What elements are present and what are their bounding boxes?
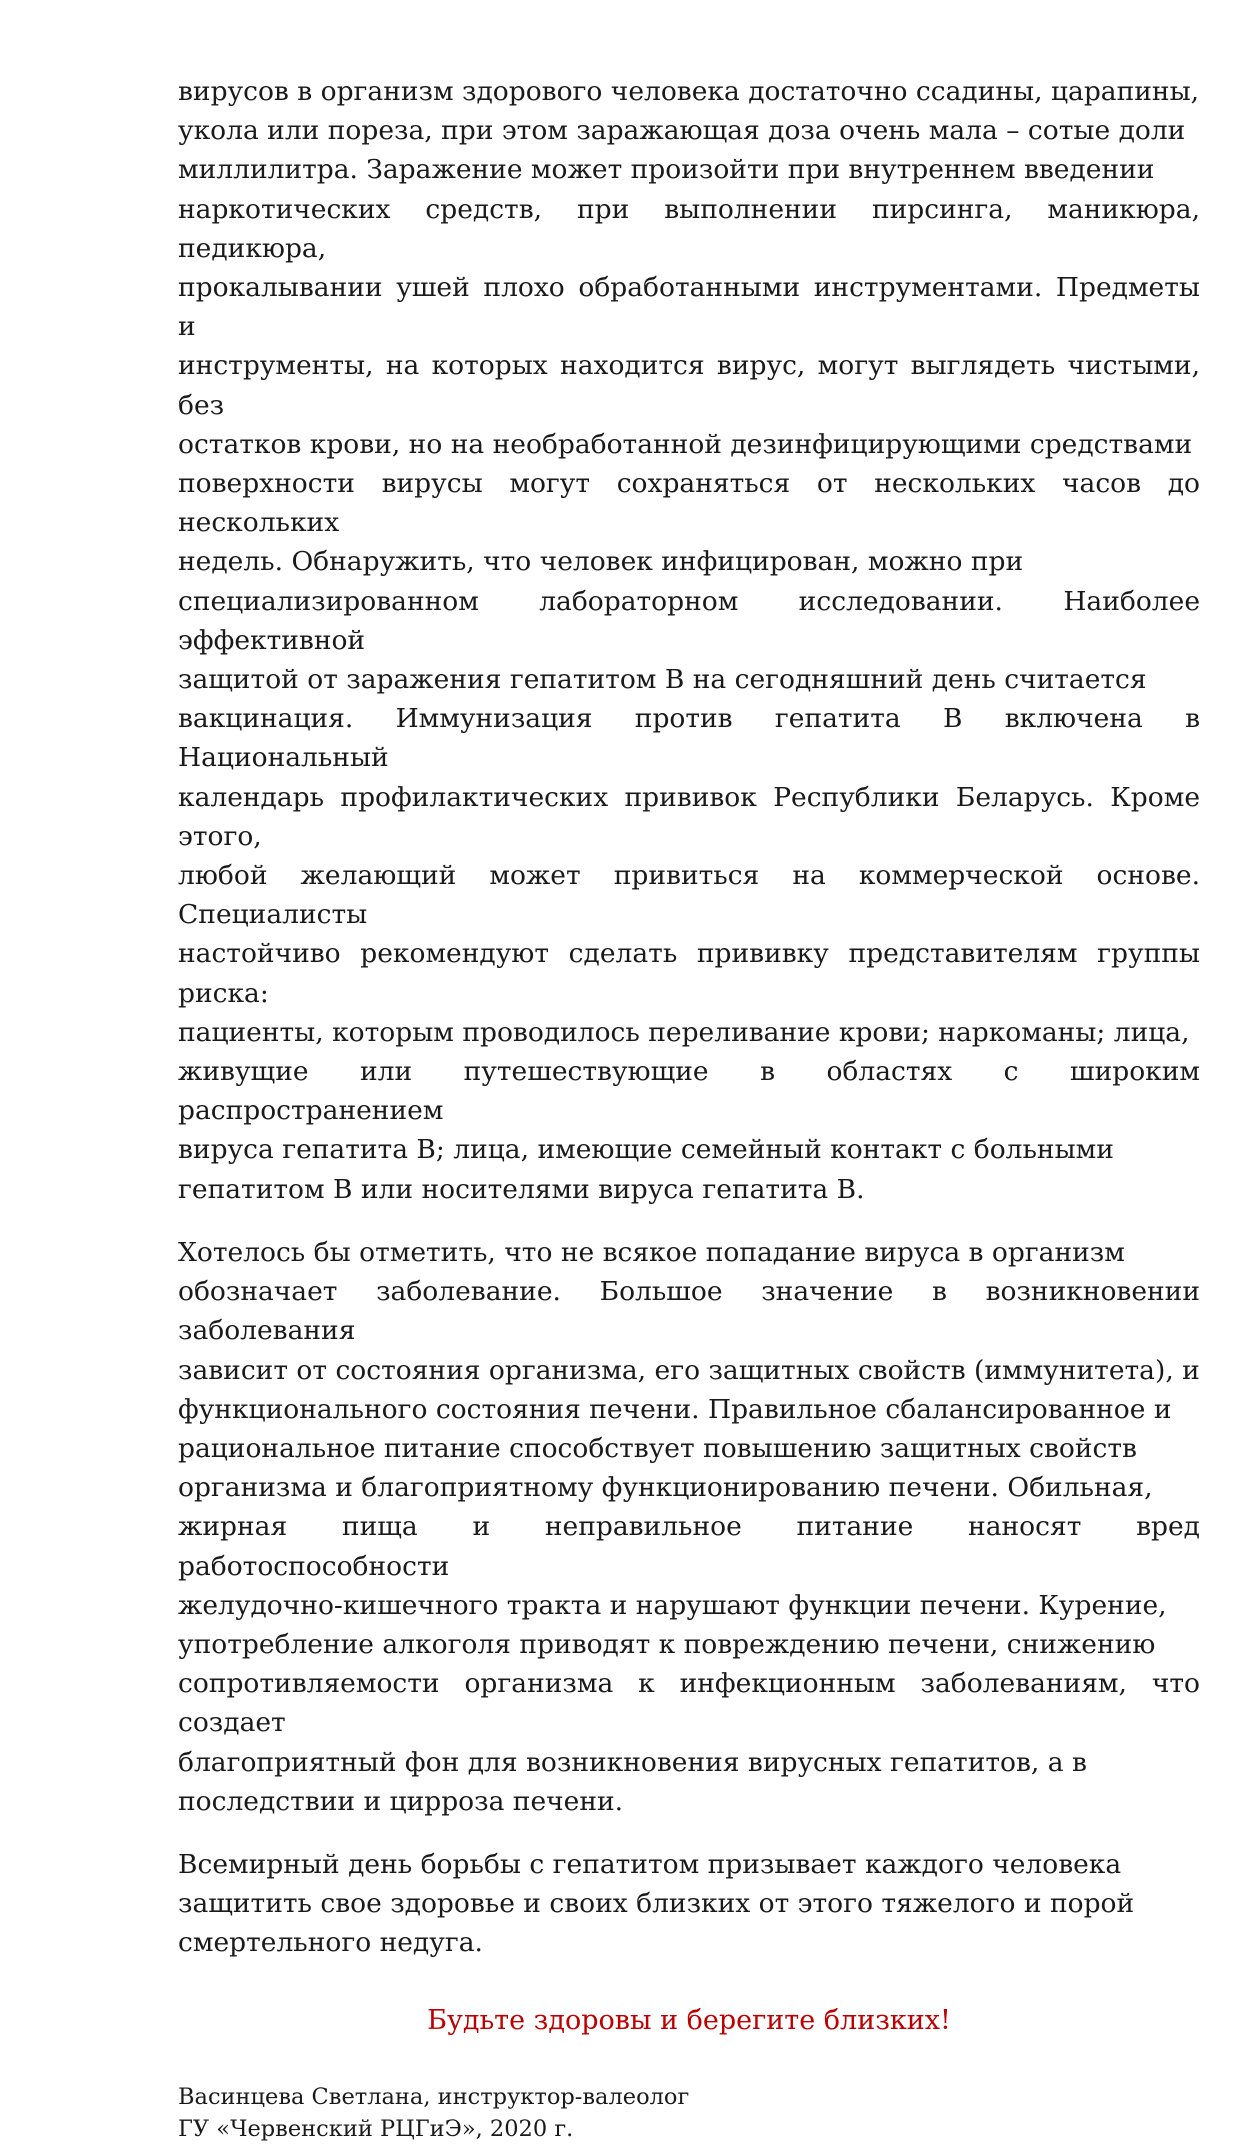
signature-organization: ГУ «Червенский РЦГиЭ», 2020 г. bbox=[178, 2115, 574, 2142]
paragraph-prevention: Хотелось бы отметить, что не всякое попадание вируса в организм обозначает заболевание. Большое значение в возникновении заболевания зависит от состояния организма, его защитных свойств (иммунитета), и функционального состояния печени. Правильное сбалансированное и рациональное питание способствует повышению защитных свойств организма и благоприятному функционированию печени. Обильная, жирная пища и неправильное питание наносят вред работоспособности желудочно-кишечного тракта и нарушают функции печени. Курение, употребление алкоголя приводят к повреждению печени, снижению сопротивляемости организма к инфекционным заболеваниям, что создает благоприятный фон для возникновения вирусных гепатитов, а в последствии и цирроза печени. bbox=[178, 1236, 1200, 1817]
paragraph-transmission: вирусов в организм здорового человека достаточно ссадины, царапины, укола или пореза, при этом заражающая доза очень мала – сотые доли миллилитра. Заражение может произойти при внутреннем введении наркотических средств, при выполнении пирсинга, маникюра, педикюра, прокалывании ушей плохо обработанными инструментами. Предметы и инструменты, на которых находится вирус, могут выглядеть чистыми, без остатков крови, но на необработанной дезинфицирующими средствами поверхности вирусы могут сохраняться от нескольких часов до нескольких недель. Обнаружить, что человек инфицирован, можно при специализированном лабораторном исследовании. Наиболее эффективной защитой от заражения гепатитом В на сегодняшний день считается вакцинация. Иммунизация против гепатита В включена в Национальный календарь профилактических прививок Республики Беларусь. Кроме этого, любой желающий может привиться на коммерческой основе. Специалисты настойчиво рекомендуют сделать прививку представителям группы риска: пациенты, которым проводилось переливание крови; наркоманы; лица, живущие или путешествующие в областях с широким распространением вируса гепатита В; лица, имеющие семейный контакт с больными гепатитом В или носителями вируса гепатита В. bbox=[178, 76, 1200, 1205]
closing-slogan: Будьте здоровы и берегите близких! bbox=[427, 2004, 951, 2036]
document-body bbox=[178, 72, 1200, 2145]
signature-author: Васинцева Светлана, инструктор-валеолог bbox=[178, 2083, 690, 2110]
signature-block bbox=[178, 2081, 1200, 2145]
paragraph-world-hepatitis-day: Всемирный день борьбы с гепатитом призывает каждого человека защитить свое здоровье и своих близких от этого тяжелого и порой смертельного недуга. bbox=[178, 1848, 1135, 1959]
